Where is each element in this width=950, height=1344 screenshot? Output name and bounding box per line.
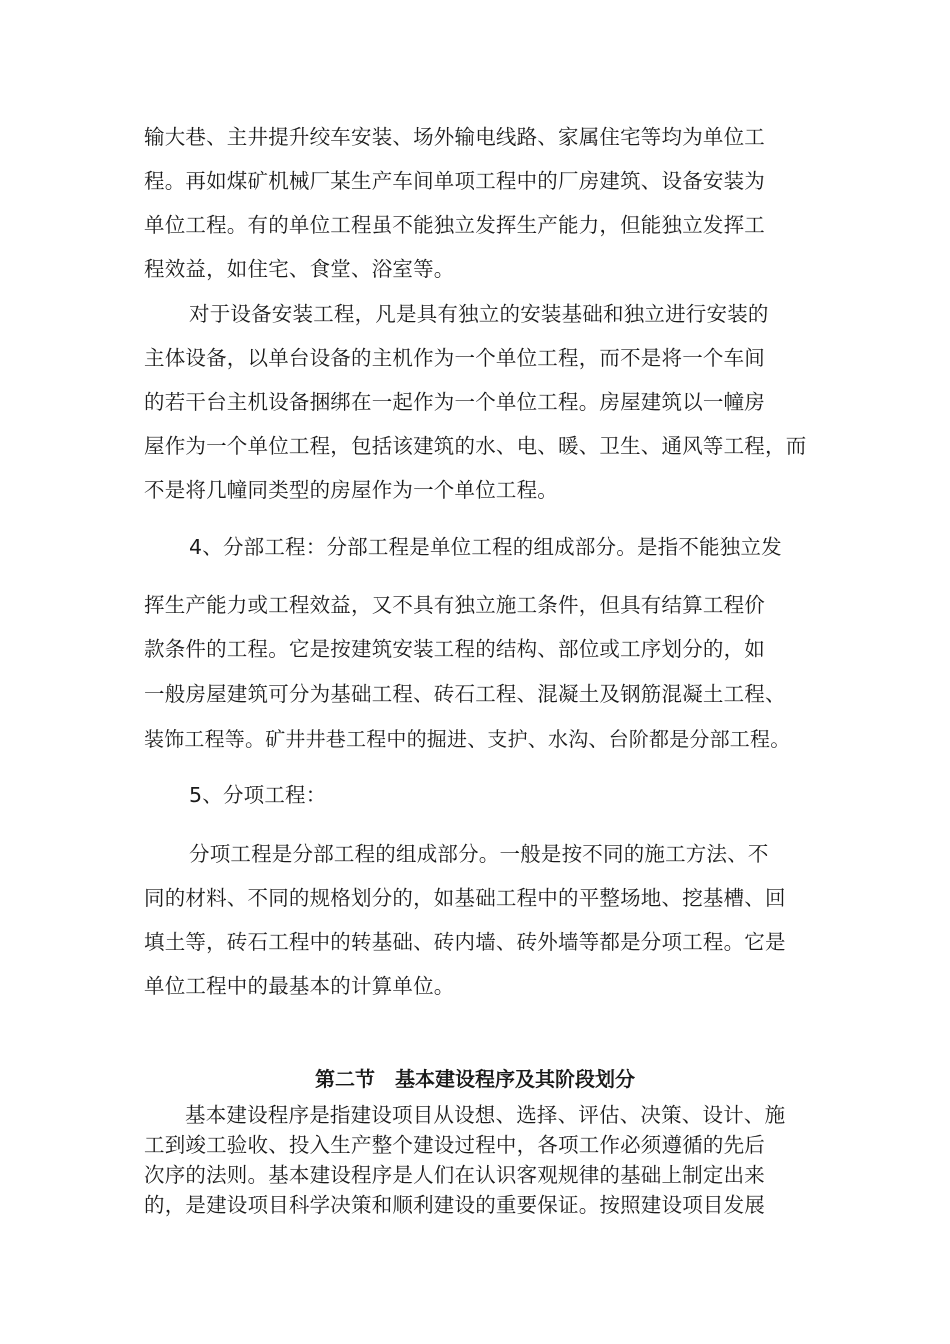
paragraph-3-line-4: 一般房屋建筑可分为基础工程、砖石工程、混凝土及钢筋混凝土工程、: [144, 682, 786, 706]
paragraph-1-line-4: 程效益，如住宅、食堂、浴室等。: [144, 257, 455, 281]
paragraph-4-line-1: 5、分项工程：: [189, 783, 327, 807]
paragraph-5-line-1: 分项工程是分部工程的组成部分。一般是按不同的施工方法、不: [189, 842, 769, 866]
paragraph-2-line-5: 不是将几幢同类型的房屋作为一个单位工程。: [144, 478, 558, 502]
paragraph-2-line-3: 的若干台主机设备捆绑在一起作为一个单位工程。房屋建筑以一幢房: [144, 390, 765, 414]
paragraph-1-line-1: 输大巷、主井提升绞车安装、场外输电线路、家属住宅等均为单位工: [144, 125, 765, 149]
paragraph-3-line-5: 装饰工程等。矿井井巷工程中的掘进、支护、水沟、台阶都是分部工程。: [144, 727, 791, 751]
paragraph-2-line-1: 对于设备安装工程，凡是具有独立的安装基础和独立进行安装的: [189, 302, 769, 326]
section-heading: 第二节 基本建设程序及其阶段划分: [315, 1067, 635, 1091]
paragraph-5-line-4: 单位工程中的最基本的计算单位。: [144, 974, 455, 998]
paragraph-2-line-4: 屋作为一个单位工程，包括该建筑的水、电、暖、卫生、通风等工程，而: [144, 434, 807, 458]
paragraph-1-line-3: 单位工程。有的单位工程虽不能独立发挥生产能力，但能独立发挥工: [144, 213, 765, 237]
paragraph-2-line-2: 主体设备，以单台设备的主机作为一个单位工程，而不是将一个车间: [144, 346, 765, 370]
paragraph-6-line-3: 次序的法则。基本建设程序是人们在认识客观规律的基础上制定出来: [144, 1163, 765, 1187]
paragraph-3-line-1: 4、分部工程：分部工程是单位工程的组成部分。是指不能独立发: [189, 535, 782, 559]
paragraph-6-line-1: 基本建设程序是指建设项目从设想、选择、评估、决策、设计、施: [185, 1103, 786, 1127]
paragraph-3-line-3: 款条件的工程。它是按建筑安装工程的结构、部位或工序划分的，如: [144, 637, 765, 661]
paragraph-5-line-2: 同的材料、不同的规格划分的，如基础工程中的平整场地、挖基槽、回: [144, 886, 786, 910]
paragraph-5-line-3: 填土等，砖石工程中的转基础、砖内墙、砖外墙等都是分项工程。它是: [144, 930, 786, 954]
paragraph-6-line-4: 的，是建设项目科学决策和顺利建设的重要保证。按照建设项目发展: [144, 1193, 765, 1217]
paragraph-1-line-2: 程。再如煤矿机械厂某生产车间单项工程中的厂房建筑、设备安装为: [144, 169, 765, 193]
paragraph-3-line-2: 挥生产能力或工程效益，又不具有独立施工条件，但具有结算工程价: [144, 593, 765, 617]
paragraph-6-line-2: 工到竣工验收、投入生产整个建设过程中，各项工作必须遵循的先后: [144, 1133, 765, 1157]
